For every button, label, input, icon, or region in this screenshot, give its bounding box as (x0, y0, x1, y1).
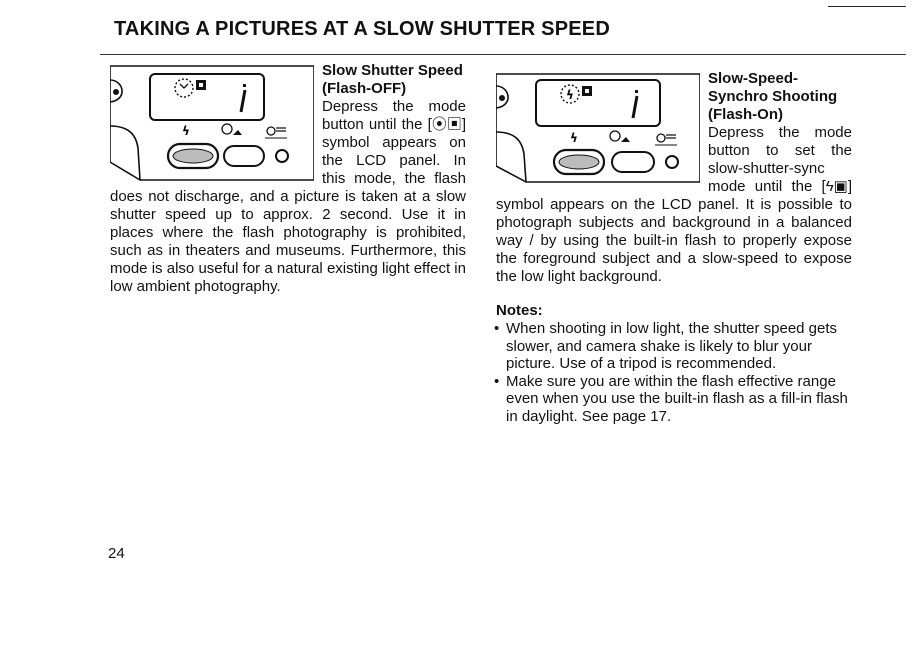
landscape-icon (233, 130, 242, 135)
flash-icon: ϟ (570, 131, 578, 145)
page-number: 24 (108, 545, 125, 562)
red-eye-icon (267, 127, 275, 135)
left-body-text: Depress the mode button until the [⦿▣] symbol appears on the LCD panel. In this mode, the flash does not discharge, and a picture is taken at a slow shutter speed up to approx. 2 second. Use it in places where the flash photography is prohibited, such as in theaters and museums. Furthermore, this mode is also useful for a natural existing light effect in low ambient photography. (110, 98, 466, 295)
left-section (110, 62, 466, 296)
camera-lcd-illustration-flash-off (110, 62, 314, 186)
right-body-text: Depress the mode button to set the slow-shutter-sync mode until the [ϟ▣] symbol appears on the LCD panel. It is possible to photograph subjects and background in a balanced way / by using the built-in flash to properly expose the foreground subject and a slow-speed to expose the low light background. (496, 124, 852, 285)
timer-icon (222, 124, 232, 134)
landscape-icon (621, 137, 630, 142)
camera-top-diagram (110, 62, 314, 186)
note-item: • When shooting in low light, the shutter speed gets slower, and camera shake is likely to blur your picture. Use of a tripod is recommended. (494, 320, 854, 373)
red-eye-icon (657, 134, 665, 142)
svg-text:ϟ: ϟ (566, 88, 574, 102)
right-section (496, 70, 852, 286)
flash-icon: ϟ (182, 124, 190, 138)
camera-top-diagram (496, 70, 700, 190)
notes-list (494, 320, 854, 425)
top-corner-rule (828, 6, 906, 7)
right-heading: Slow-Speed-Synchro Shooting (Flash-On) (708, 70, 838, 123)
camera-lcd-illustration-flash-on (496, 70, 700, 190)
note-item: • Make sure you are within the flash effective range even when you use the built-in flash as a fill-in flash in daylight. See page 17. (494, 373, 854, 426)
notes-title: Notes: (496, 302, 543, 319)
left-heading: Slow Shutter Speed (Flash-OFF) (322, 62, 463, 97)
timer-icon (610, 131, 620, 141)
page-title: TAKING A PICTURES AT A SLOW SHUTTER SPEED (114, 18, 610, 40)
title-rule (100, 54, 906, 55)
